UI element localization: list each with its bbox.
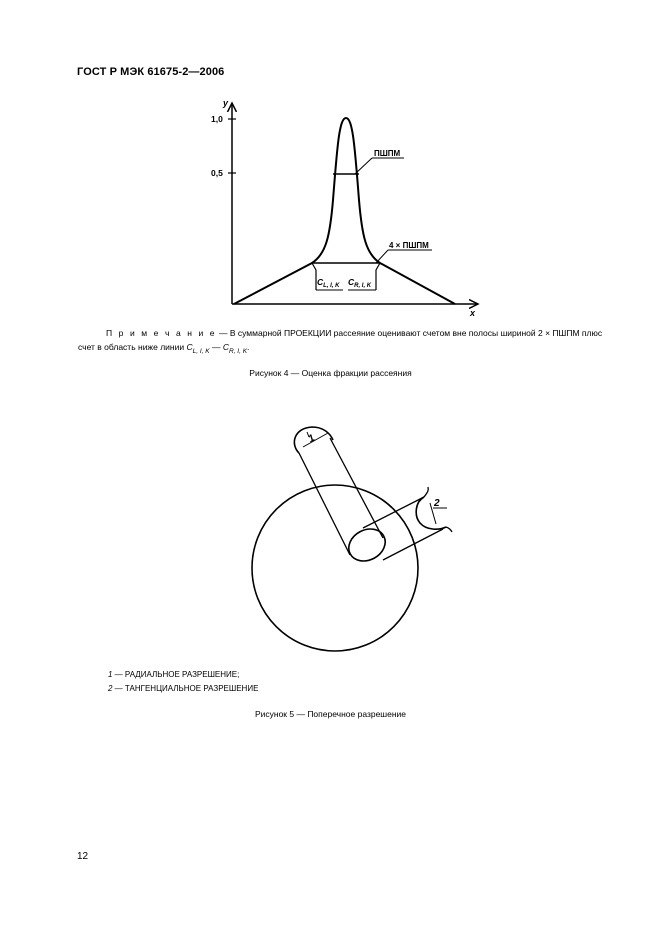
four-fwhm-label: 4 × ПШПМ: [389, 241, 429, 250]
tangential-line-b: [383, 529, 443, 560]
legend-item-radial: 1 — РАДИАЛЬНОЕ РАЗРЕШЕНИЕ;: [108, 670, 240, 679]
y-tick-label-05: 0,5: [211, 168, 223, 178]
radial-line-b: [330, 438, 383, 538]
tangential-arc: [416, 497, 446, 529]
y-tick-label-1: 1,0: [211, 114, 223, 124]
radial-line-a: [299, 453, 350, 555]
tangential-line-a: [363, 497, 424, 528]
page-number: 12: [77, 851, 89, 862]
tangential-arc-top: [424, 487, 428, 497]
tangential-label: 2: [434, 498, 440, 509]
figure-4-caption: Рисунок 4 — Оценка фракции рассеяния: [249, 368, 412, 378]
legend-item-tangential: 2 — ТАНГЕНЦИАЛЬНОЕ РАЗРЕШЕНИЕ: [108, 684, 259, 693]
document-header: ГОСТ Р МЭК 61675-2—2006: [77, 66, 225, 78]
cr-label: $C_{R, I, K}$: [348, 277, 372, 289]
detector-ring-circle: [252, 485, 418, 651]
fwhm-label: ПШПМ: [374, 149, 401, 158]
y-axis-label: y: [223, 98, 229, 108]
figure-4-note: П р и м е ч а н и е — В суммарной ПРОЕКЦИИ рассеяние оценивают счетом вне полосы шириной 2 × ПШПМ плюс счет в область ниже линии $C_{L, I, K}$ — $C_{R, I, K}$.: [78, 328, 603, 355]
x-axis-label: x: [470, 308, 476, 318]
source-ellipse: [343, 523, 391, 567]
cl-label: $C_{L, I, K}$: [317, 277, 340, 289]
tangential-arc-bottom: [446, 527, 452, 532]
figure-5-caption: Рисунок 5 — Поперечное разрешение: [254, 709, 407, 719]
radial-label: 1: [306, 432, 317, 446]
